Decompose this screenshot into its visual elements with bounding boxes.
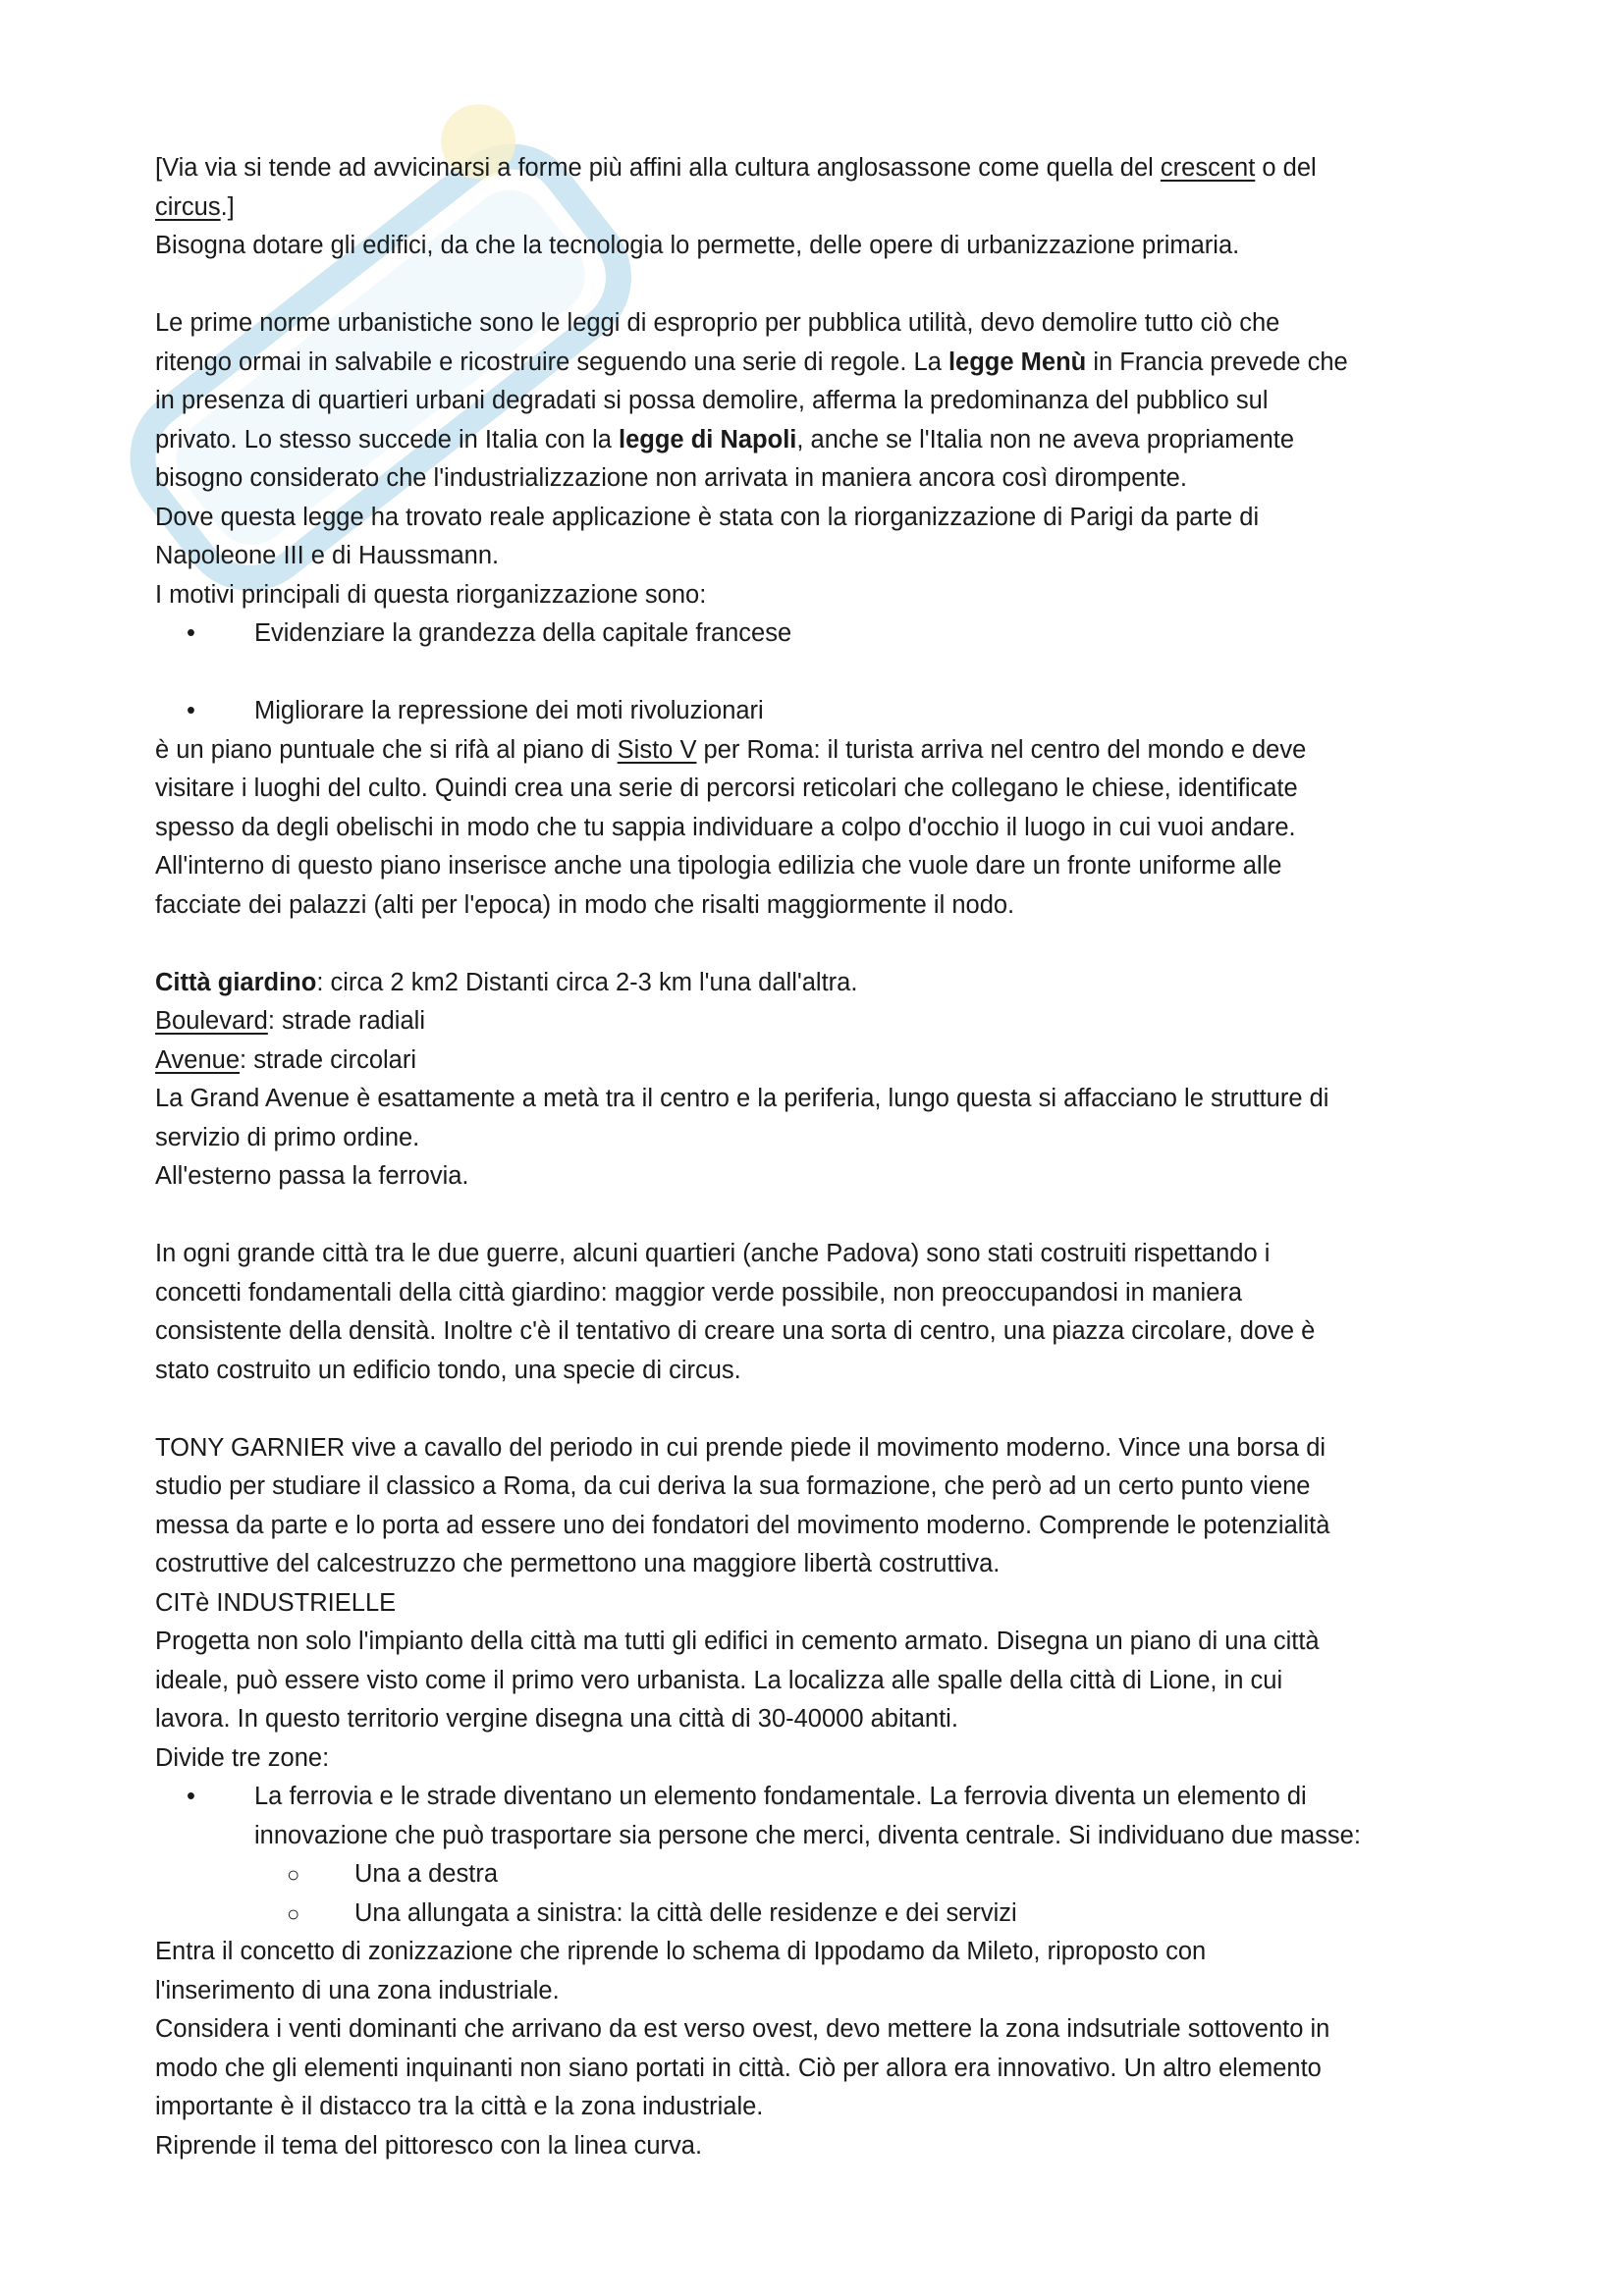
text-line: lavora. In questo territorio vergine disegna una città di 30-40000 abitanti.	[155, 1705, 958, 1733]
text-line: importante è il distacco tra la città e la zona industriale.	[155, 2093, 764, 2120]
text-line: TONY GARNIER vive a cavallo del periodo in cui prende piede il movimento moderno. Vince una borsa di	[155, 1433, 1326, 1462]
term-sisto-v: Sisto V	[617, 735, 697, 764]
list-gap	[155, 654, 1490, 693]
text-line: Napoleone III e di Haussmann.	[155, 542, 500, 569]
text-line: Considera i venti dominanti che arrivano da est verso ovest, devo mettere la zona indsutriale sottovento in	[155, 2015, 1330, 2043]
list-item-continuation: innovazione che può trasportare sia persone che merci, diventa centrale. Si individuano due masse:	[254, 1821, 1361, 1849]
paragraph-gap	[155, 925, 1490, 964]
text-line: visitare i luoghi del culto. Quindi crea una serie di percorsi reticolari che collegano le chiese, identificate	[155, 774, 1298, 802]
paragraph-gap	[155, 1390, 1490, 1429]
bullet-icon: •	[187, 697, 195, 724]
text-line: facciate dei palazzi (alti per l'epoca) in modo che risalti maggiormente il nodo.	[155, 890, 1015, 919]
text-line: Divide tre zone:	[155, 1743, 330, 1772]
term-citta-giardino: Città giardino	[155, 968, 317, 996]
text-line: Dove questa legge ha trovato reale applicazione è stata con la riorganizzazione di Parigi da parte di	[155, 503, 1260, 531]
term-avenue: Avenue	[155, 1045, 241, 1074]
sub-list-item: ○ Una allungata a sinistra: la città delle residenze e dei servizi	[155, 1895, 1490, 1934]
term-legge-napoli: legge di Napoli	[619, 425, 797, 454]
text-line: bisogno considerato che l'industrializzazione non arrivata in maniera ancora così dirompente.	[155, 464, 1187, 492]
text-line: studio per studiare il classico a Roma, da cui deriva la sua formazione, che però ad un certo punto viene	[155, 1472, 1311, 1500]
text-line: All'esterno passa la ferrovia.	[155, 1162, 469, 1190]
text-line: in presenza di quartieri urbani degradati si possa demolire, afferma la predominanza del pubblico sul	[155, 387, 1269, 414]
section-heading: CITè INDUSTRIELLE	[155, 1588, 397, 1617]
term-legge-menu: legge Menù	[947, 347, 1087, 376]
text-line: l'inserimento di una zona industriale.	[155, 1976, 560, 2004]
text-line: Bisogna dotare gli edifici, da che la tecnologia lo permette, delle opere di urbanizzazione primaria.	[155, 232, 1240, 259]
text-line: messa da parte e lo porta ad essere uno dei fondatori del movimento moderno. Comprende le potenzialità	[155, 1511, 1330, 1539]
sub-list-item: ○ Una a destra	[155, 1855, 1490, 1895]
text-line: spesso da degli obelischi in modo che tu sappia individuare a colpo d'occhio il luogo in cui vuoi andare.	[155, 813, 1296, 841]
document-page	[155, 149, 1490, 2165]
text-line: è un piano puntuale che si rifà al piano di Sisto V per Roma: il turista arriva nel centro del mondo e deve	[155, 735, 1307, 764]
bullet-icon: •	[187, 1783, 195, 1810]
text-line: stato costruito un edificio tondo, una specie di circus.	[155, 1356, 741, 1384]
text-line: Le prime norme urbanistiche sono le leggi di esproprio per pubblica utilità, devo demolire tutto ciò che	[155, 309, 1280, 337]
circle-bullet-icon: ○	[287, 1862, 300, 1887]
text-line: circus.]	[155, 192, 235, 221]
text-line: La Grand Avenue è esattamente a metà tra il centro e la periferia, lungo questa si affacciano le strutture di	[155, 1085, 1329, 1112]
text-line: Riprende il tema del pittoresco con la linea curva.	[155, 2131, 703, 2160]
paragraph-gap	[155, 266, 1490, 305]
text-line: All'interno di questo piano inserisce anche una tipologia edilizia che vuole dare un fronte uniforme alle	[155, 852, 1282, 880]
term-crescent: crescent	[1160, 154, 1256, 182]
text-line: Avenue: strade circolari	[155, 1045, 417, 1074]
bullet-icon: •	[187, 619, 195, 647]
term-boulevard: Boulevard	[155, 1007, 268, 1035]
text-line: ritengo ormai in salvabile e ricostruire seguendo una serie di regole. La legge Menù in Francia prevede che	[155, 347, 1348, 376]
circle-bullet-icon: ○	[287, 1900, 300, 1926]
text-line: [Via via si tende ad avvicinarsi a forme più affini alla cultura anglosassone come quella del crescent o del	[155, 154, 1317, 182]
text-line: I motivi principali di questa riorganizzazione sono:	[155, 580, 707, 609]
paragraph-gap	[155, 1197, 1490, 1236]
text-line: costruttive del calcestruzzo che permettono una maggiore libertà costruttiva.	[155, 1550, 1001, 1577]
term-circus: circus	[155, 192, 221, 221]
text-line: consistente della densità. Inoltre c'è il tentativo di creare una sorta di centro, una piazza circolare, dove è	[155, 1317, 1316, 1345]
text-line: Entra il concetto di zonizzazione che riprende lo schema di Ippodamo da Mileto, riproposto con	[155, 1938, 1207, 1965]
list-item: • La ferrovia e le strade diventano un elemento fondamentale. La ferrovia diventa un elemento di	[155, 1778, 1490, 1817]
text-line: Città giardino: circa 2 km2 Distanti circa 2-3 km l'una dall'altra.	[155, 968, 858, 996]
text-line: privato. Lo stesso succede in Italia con la legge di Napoli, anche se l'Italia non ne aveva propriamente	[155, 425, 1295, 454]
text-line: concetti fondamentali della città giardino: maggior verde possibile, non preoccupandosi in maniera	[155, 1278, 1243, 1307]
text-line: ideale, può essere visto come il primo vero urbanista. La localizza alle spalle della città di Lione, in cui	[155, 1666, 1283, 1694]
text-line: servizio di primo ordine.	[155, 1123, 420, 1151]
text-line: Boulevard: strade radiali	[155, 1007, 425, 1035]
text-line: modo che gli elementi inquinanti non siano portati in città. Ciò per allora era innovativo. Un altro elemento	[155, 2054, 1322, 2082]
list-item: • Evidenziare la grandezza della capitale francese	[155, 614, 1490, 654]
text-line: Progetta non solo l'impianto della città ma tutti gli edifici in cemento armato. Disegna un piano di una città	[155, 1628, 1320, 1655]
text-line: In ogni grande città tra le due guerre, alcuni quartieri (anche Padova) sono stati costruiti rispettando i	[155, 1240, 1271, 1267]
list-item: • Migliorare la repressione dei moti rivoluzionari	[155, 692, 1490, 731]
